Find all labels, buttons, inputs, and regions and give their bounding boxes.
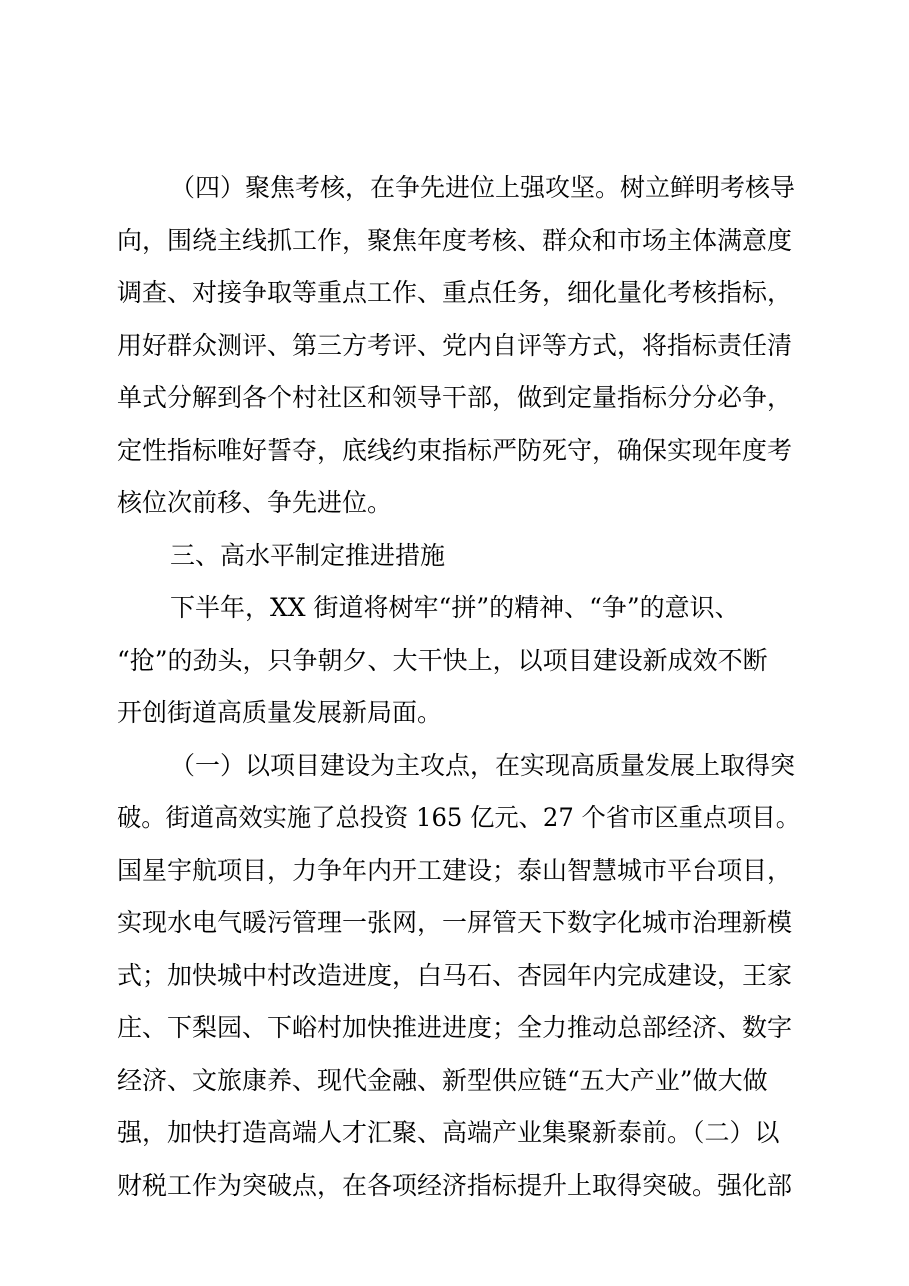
text-line: 向，围绕主线抓工作，聚焦年度考核、群众和市场主体满意度 xyxy=(117,226,793,255)
paragraph-4-line-3 xyxy=(0,273,909,313)
section-heading xyxy=(0,536,909,576)
text-line: 财税工作为突破点，在各项经济指标提升上取得突破。强化部 xyxy=(117,1171,793,1200)
paragraph-1-line-3 xyxy=(0,851,909,891)
intro-line-2 xyxy=(0,641,909,681)
heading-text: 三、高水平制定推进措施 xyxy=(170,541,446,570)
text-line: 定性指标唯好誓夺，底线约束指标严防死守，确保实现年度考 xyxy=(117,436,793,465)
paragraph-1-line-7 xyxy=(0,1061,909,1101)
text-line: 下半年，XX 街道将树牢“拼”的精神、“争”的意识、 xyxy=(170,593,740,622)
text-line: 单式分解到各个村社区和领导干部，做到定量指标分分必争， xyxy=(117,383,793,412)
paragraph-4-line-2 xyxy=(0,221,909,261)
text-line: 庄、下梨园、下峪村加快推进进度；全力推动总部经济、数字 xyxy=(117,1013,793,1042)
paragraph-4-line-5 xyxy=(0,378,909,418)
text-line: 经济、文旅康养、现代金融、新型供应链“五大产业”做大做 xyxy=(117,1066,768,1095)
paragraph-4-line-4 xyxy=(0,326,909,366)
text-line: 开创街道高质量发展新局面。 xyxy=(117,698,443,727)
text-line: 核位次前移、争先进位。 xyxy=(117,488,393,517)
paragraph-1-line-1 xyxy=(0,746,909,786)
text-line: 破。街道高效实施了总投资 165 亿元、27 个省市区重点项目。 xyxy=(117,803,800,832)
paragraph-1-line-6 xyxy=(0,1008,909,1048)
intro-line-3 xyxy=(0,693,909,733)
text-line: 调查、对接争取等重点工作、重点任务，细化量化考核指标， xyxy=(117,278,793,307)
text-line: （一）以项目建设为主攻点，在实现高质量发展上取得突 xyxy=(170,751,796,780)
text-line: （四）聚焦考核，在争先进位上强攻坚。树立鲜明考核导 xyxy=(170,173,796,202)
text-line: 式；加快城中村改造进度，白马石、杏园年内完成建设，王家 xyxy=(117,961,793,990)
paragraph-1-line-5 xyxy=(0,956,909,996)
paragraph-1-line-2 xyxy=(0,798,909,838)
paragraph-4-line-6 xyxy=(0,431,909,471)
paragraph-1-line-4 xyxy=(0,903,909,943)
paragraph-1-line-8 xyxy=(0,1113,909,1153)
text-line: “抢”的劲头，只争朝夕、大干快上，以项目建设新成效不断 xyxy=(117,646,768,675)
paragraph-4-line-7 xyxy=(0,483,909,523)
text-line: 实现水电气暖污管理一张网，一屏管天下数字化城市治理新模 xyxy=(117,908,793,937)
text-line: 用好群众测评、第三方考评、党内自评等方式，将指标责任清 xyxy=(117,331,793,360)
paragraph-4-line-1 xyxy=(0,168,909,208)
intro-line-1 xyxy=(0,588,909,628)
text-line: 强，加快打造高端人才汇聚、高端产业集聚新泰前。（二）以 xyxy=(117,1118,780,1147)
text-line: 国星宇航项目，力争年内开工建设；泰山智慧城市平台项目， xyxy=(117,856,793,885)
paragraph-1-line-9 xyxy=(0,1166,909,1206)
